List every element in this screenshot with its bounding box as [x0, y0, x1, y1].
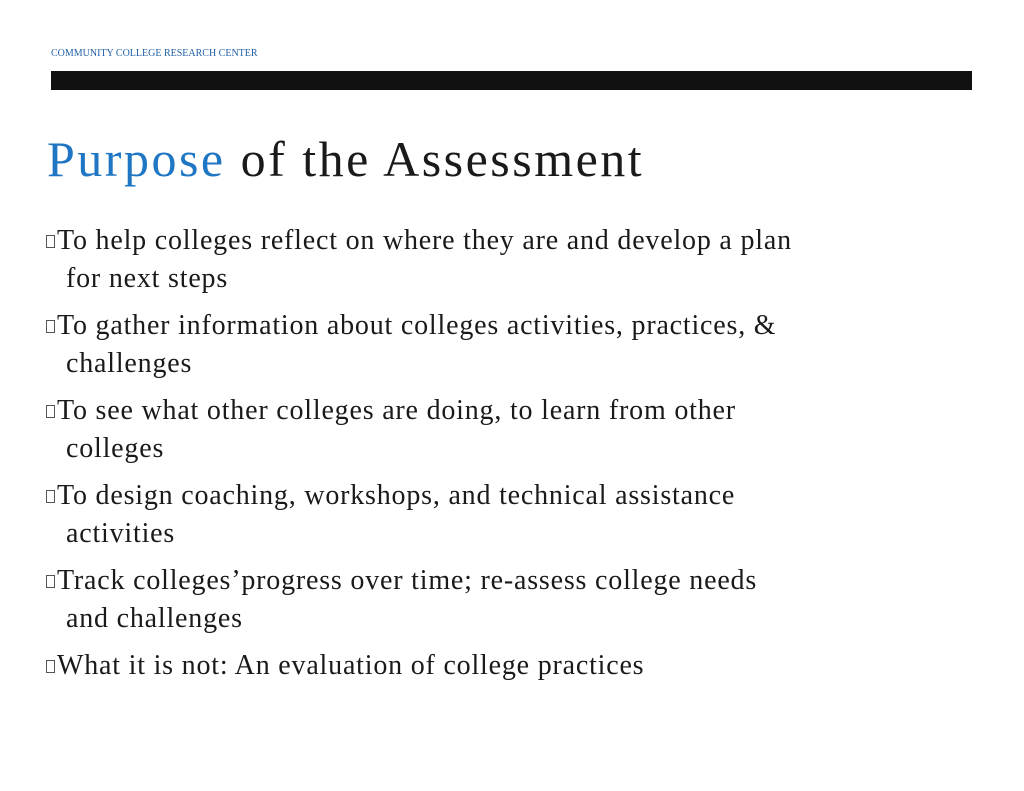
bullet-item — [46, 222, 946, 298]
bullet-text — [57, 647, 644, 685]
slide-title-accent: Purpose — [47, 131, 226, 187]
bullet-list — [46, 222, 946, 694]
bullet-text — [57, 307, 776, 383]
bullet-item — [46, 647, 946, 685]
bullet-line-continued: challenges — [66, 348, 193, 379]
slide-title-rest: of the Assessment — [225, 131, 645, 187]
bullet-line-continued: for next steps — [66, 263, 229, 294]
bullet-line-continued: and challenges — [66, 603, 243, 634]
bullet-line: To help colleges reflect on where they are and develop a plan — [57, 225, 792, 256]
org-name: COMMUNITY COLLEGE RESEARCH CENTER — [51, 48, 258, 59]
missing-glyph-box-icon — [46, 660, 55, 673]
bullet-text — [57, 392, 736, 468]
bullet-line-continued: colleges — [66, 433, 165, 464]
bullet-line-continued: activities — [66, 518, 176, 549]
bullet-item — [46, 392, 946, 468]
bullet-item — [46, 562, 946, 638]
bullet-line: Track colleges’progress over time; re-assess college needs — [57, 565, 758, 596]
bullet-text — [57, 477, 735, 553]
missing-glyph-box-icon — [46, 405, 55, 418]
bullet-line: To design coaching, workshops, and technical assistance — [57, 480, 736, 511]
bullet-item — [46, 477, 946, 553]
bullet-line: To gather information about colleges activities, practices, & — [57, 310, 777, 341]
missing-glyph-box-icon — [46, 575, 55, 588]
slide-title — [47, 128, 644, 190]
bullet-text — [57, 562, 757, 638]
missing-glyph-box-icon — [46, 235, 55, 248]
missing-glyph-box-icon — [46, 320, 55, 333]
header-bar — [51, 71, 972, 90]
bullet-item — [46, 307, 946, 383]
missing-glyph-box-icon — [46, 490, 55, 503]
bullet-line: What it is not: An evaluation of college practices — [57, 650, 645, 681]
bullet-line: To see what other colleges are doing, to learn from other — [57, 395, 736, 426]
bullet-text — [57, 222, 792, 298]
